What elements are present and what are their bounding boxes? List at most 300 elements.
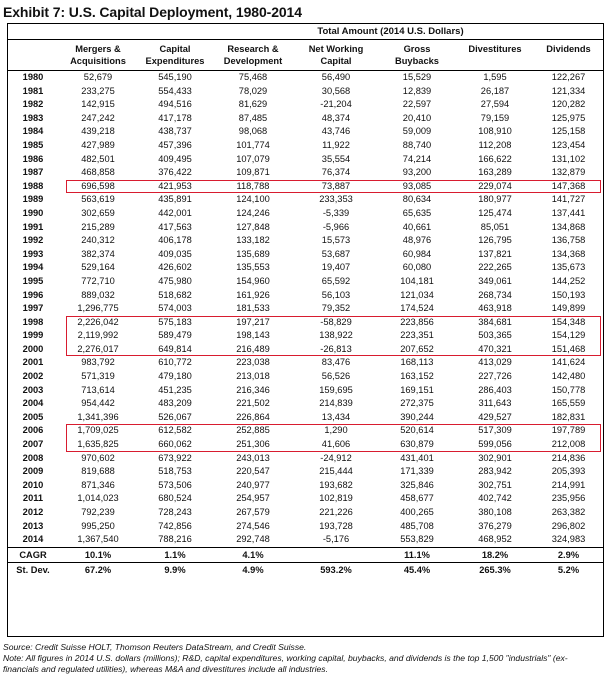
table-row: [8, 356, 603, 370]
value-cell: 409,495: [158, 153, 192, 164]
value-cell: 470,321: [478, 343, 512, 354]
data-table: [8, 71, 603, 577]
summary-value-cell: 5.2%: [534, 562, 603, 577]
value-cell: 222,265: [478, 262, 512, 273]
value-cell: 518,753: [158, 466, 192, 477]
year-cell: 2005: [22, 411, 44, 422]
value-cell: 214,839: [319, 398, 353, 409]
table-row: [8, 316, 603, 330]
summary-value-cell: 10.1%: [58, 547, 138, 562]
value-cell: 151,468: [551, 343, 586, 354]
table-row: [8, 207, 603, 221]
value-cell: 101,774: [236, 139, 270, 150]
year-cell: 2007: [22, 439, 44, 450]
year-cell: 2001: [22, 357, 44, 368]
value-cell: 214,836: [551, 452, 586, 463]
value-cell: 197,217: [236, 316, 270, 327]
value-cell: 431,401: [400, 452, 434, 463]
value-cell: 553,829: [400, 534, 434, 545]
value-cell: 150,193: [551, 289, 586, 300]
value-cell: 302,659: [81, 207, 115, 218]
year-cell: 1980: [22, 72, 44, 82]
year-cell: 2002: [22, 371, 44, 382]
value-cell: 123,454: [551, 139, 586, 150]
year-cell: 2013: [22, 520, 44, 531]
value-cell: 216,489: [236, 343, 270, 354]
year-cell: 2014: [22, 534, 44, 545]
summary-value-cell: 4.9%: [212, 562, 294, 577]
summary-value-cell: 2.9%: [534, 547, 603, 562]
value-cell: 680,524: [158, 493, 192, 504]
value-cell: 380,108: [478, 507, 512, 517]
value-cell: 205,393: [551, 466, 586, 477]
value-cell: 494,516: [158, 99, 192, 110]
value-cell: 713,614: [81, 384, 115, 395]
table-row: [8, 166, 603, 180]
value-cell: 247,242: [81, 112, 115, 123]
summary-row: [8, 562, 603, 577]
value-cell: 107,079: [236, 153, 270, 164]
value-cell: 125,158: [551, 126, 586, 137]
summary-value-cell: 11.1%: [378, 547, 456, 562]
year-cell: 1995: [22, 275, 44, 286]
value-cell: 48,976: [402, 235, 432, 246]
value-cell: -58,829: [320, 316, 352, 327]
value-cell: 251,306: [236, 439, 270, 450]
column-header: Capital Expenditures: [145, 44, 205, 66]
value-cell: 1,595: [483, 72, 507, 82]
value-cell: 171,339: [400, 466, 434, 477]
table-row: [8, 98, 603, 112]
value-cell: 163,289: [478, 167, 512, 178]
table-row: [8, 533, 603, 547]
year-cell: 1984: [22, 126, 44, 137]
value-cell: 149,899: [551, 303, 586, 314]
value-cell: 384,681: [478, 316, 512, 327]
value-cell: 660,062: [158, 439, 192, 450]
year-cell: 1982: [22, 99, 44, 110]
table-row: [8, 343, 603, 357]
summary-value-cell: 18.2%: [456, 547, 534, 562]
value-cell: 554,433: [158, 85, 192, 96]
value-cell: 221,502: [236, 398, 270, 409]
value-cell: 252,885: [236, 425, 270, 436]
year-cell: 1997: [22, 303, 44, 314]
value-cell: 742,856: [158, 520, 192, 531]
value-cell: 135,553: [236, 262, 270, 273]
value-cell: 2,226,042: [77, 316, 119, 327]
value-cell: 154,129: [551, 330, 586, 341]
year-cell: 1987: [22, 167, 44, 178]
value-cell: 121,334: [551, 85, 586, 96]
value-cell: 40,661: [402, 221, 432, 232]
value-cell: 109,871: [236, 167, 270, 178]
value-cell: 235,956: [551, 493, 586, 504]
value-cell: 15,529: [402, 72, 432, 82]
value-cell: 215,289: [81, 221, 115, 232]
value-cell: 485,708: [400, 520, 434, 531]
value-cell: 216,346: [236, 384, 270, 395]
value-cell: 229,074: [478, 180, 512, 191]
value-cell: 147,368: [551, 180, 586, 191]
value-cell: 26,187: [480, 85, 510, 96]
value-cell: 79,352: [321, 303, 351, 314]
value-cell: 134,368: [551, 248, 586, 259]
value-cell: 772,710: [81, 275, 115, 286]
value-cell: 451,235: [158, 384, 192, 395]
value-cell: 457,396: [158, 139, 192, 150]
value-cell: 426,602: [158, 262, 192, 273]
value-cell: 220,547: [236, 466, 270, 477]
value-cell: 439,218: [81, 126, 115, 137]
value-cell: 302,751: [478, 479, 512, 490]
value-cell: 468,952: [478, 534, 512, 545]
year-cell: 1992: [22, 235, 44, 246]
value-cell: 995,250: [81, 520, 115, 531]
value-cell: 819,688: [81, 466, 115, 477]
value-cell: 630,879: [400, 439, 434, 450]
value-cell: 221,226: [319, 507, 353, 517]
value-cell: 56,103: [321, 289, 351, 300]
value-cell: 126,795: [478, 235, 512, 246]
value-cell: 11,922: [322, 139, 350, 150]
summary-value-cell: [294, 547, 378, 562]
value-cell: 571,319: [81, 371, 115, 382]
column-header: Dividends: [546, 44, 591, 54]
value-cell: 108,910: [478, 126, 512, 137]
value-cell: 1,635,825: [77, 439, 119, 450]
value-cell: 429,527: [478, 411, 512, 422]
year-cell: 2004: [22, 398, 44, 409]
value-cell: 254,957: [236, 493, 270, 504]
value-cell: 41,606: [321, 439, 351, 450]
value-cell: 93,085: [402, 180, 432, 191]
year-cell: 1996: [22, 289, 44, 300]
value-cell: 163,152: [400, 371, 434, 382]
value-cell: 125,474: [478, 207, 512, 218]
value-cell: 520,614: [400, 425, 434, 436]
capital-deployment-table: [7, 23, 604, 637]
value-cell: 1,290: [324, 425, 348, 436]
year-cell: 2009: [22, 466, 44, 477]
value-cell: 970,602: [81, 452, 115, 463]
value-cell: 463,918: [478, 303, 512, 314]
value-cell: 207,652: [400, 343, 434, 354]
column-header: Net Working Capital: [308, 44, 364, 66]
column-header: Mergers & Acquisitions: [70, 44, 126, 66]
value-cell: 98,068: [238, 126, 268, 137]
year-cell: 2010: [22, 479, 44, 490]
table-row: [8, 221, 603, 235]
value-cell: 376,422: [158, 167, 192, 178]
value-cell: 15,573: [321, 235, 351, 246]
value-cell: 141,624: [551, 357, 586, 368]
value-cell: 243,013: [236, 452, 270, 463]
value-cell: 27,594: [480, 99, 510, 110]
value-cell: 1,709,025: [77, 425, 119, 436]
value-cell: 112,208: [478, 139, 512, 150]
year-cell: 2011: [22, 493, 44, 504]
year-cell: 1981: [22, 85, 44, 96]
value-cell: 22,597: [402, 99, 432, 110]
value-cell: 125,975: [551, 112, 586, 123]
value-cell: 215,444: [319, 466, 353, 477]
table-row: [8, 153, 603, 167]
value-cell: -5,966: [322, 221, 350, 232]
value-cell: 88,740: [402, 139, 432, 150]
value-cell: 78,029: [238, 85, 268, 96]
value-cell: 233,275: [81, 85, 115, 96]
value-cell: 30,568: [321, 85, 351, 96]
year-cell: 1986: [22, 153, 44, 164]
value-cell: 649,814: [158, 343, 192, 354]
table-row: [8, 112, 603, 126]
year-cell: 1991: [22, 221, 44, 232]
value-cell: 573,506: [158, 479, 192, 490]
footnotes: [3, 642, 603, 675]
table-row: [8, 506, 603, 520]
value-cell: 438,737: [158, 126, 192, 137]
value-cell: 400,265: [400, 507, 434, 517]
value-cell: 223,856: [400, 316, 434, 327]
value-cell: 233,353: [319, 194, 353, 205]
value-cell: 599,056: [478, 439, 512, 450]
value-cell: 141,727: [551, 194, 586, 205]
value-cell: 193,728: [319, 520, 353, 531]
summary-value-cell: 1.1%: [138, 547, 212, 562]
summary-label: CAGR: [8, 547, 58, 562]
value-cell: 223,351: [400, 330, 434, 341]
value-cell: 417,178: [158, 112, 192, 123]
value-cell: 131,102: [551, 153, 586, 164]
summary-value-cell: 593.2%: [294, 562, 378, 577]
value-cell: 73,887: [321, 180, 351, 191]
value-cell: 135,689: [236, 248, 270, 259]
value-cell: 168,113: [400, 357, 434, 368]
value-cell: 121,034: [400, 289, 434, 300]
table-row: [8, 520, 603, 534]
value-cell: 409,035: [158, 248, 192, 259]
value-cell: 479,180: [158, 371, 192, 382]
value-cell: 193,682: [319, 479, 353, 490]
value-cell: 127,848: [236, 221, 270, 232]
value-cell: 124,100: [236, 194, 270, 205]
year-cell: 1999: [22, 330, 44, 341]
table-row: [8, 492, 603, 506]
value-cell: 20,410: [402, 112, 432, 123]
value-cell: 673,922: [158, 452, 192, 463]
value-cell: 272,375: [400, 398, 434, 409]
value-cell: 421,953: [158, 180, 192, 191]
value-cell: 954,442: [81, 398, 115, 409]
value-cell: 413,029: [478, 357, 512, 368]
exhibit-title: Exhibit 7: U.S. Capital Deployment, 1980-2014: [3, 4, 302, 20]
value-cell: 213,018: [236, 371, 270, 382]
header-total-amount: [8, 24, 603, 40]
value-cell: 150,778: [551, 384, 586, 395]
year-cell: 2006: [22, 425, 44, 436]
summary-value-cell: 9.9%: [138, 562, 212, 577]
value-cell: 227,726: [478, 371, 512, 382]
value-cell: 104,181: [400, 275, 434, 286]
value-cell: 2,119,992: [77, 330, 119, 341]
value-cell: 2,276,017: [77, 343, 119, 354]
summary-row: [8, 547, 603, 562]
value-cell: 468,858: [81, 167, 115, 178]
value-cell: 390,244: [400, 411, 434, 422]
table-grid: [8, 24, 603, 577]
value-cell: 35,554: [321, 153, 351, 164]
value-cell: 197,789: [551, 425, 586, 436]
table-row: [8, 125, 603, 139]
value-cell: 589,479: [158, 330, 192, 341]
value-cell: 118,788: [236, 180, 270, 191]
table-row: [8, 384, 603, 398]
value-cell: 60,080: [402, 262, 432, 273]
value-cell: 376,279: [478, 520, 512, 531]
table-row: [8, 479, 603, 493]
column-header: Divestitures: [468, 44, 522, 54]
value-cell: 79,159: [480, 112, 510, 123]
value-cell: 136,758: [551, 235, 586, 246]
value-cell: 154,348: [551, 316, 586, 327]
value-cell: -24,912: [320, 452, 352, 463]
value-cell: 788,216: [158, 534, 192, 545]
value-cell: 144,252: [551, 275, 586, 286]
table-row: [8, 248, 603, 262]
value-cell: 292,748: [236, 534, 270, 545]
value-cell: 458,677: [400, 493, 434, 504]
value-cell: -26,813: [320, 343, 352, 354]
value-cell: 518,682: [158, 289, 192, 300]
column-headers: [8, 40, 603, 71]
value-cell: 74,214: [402, 153, 432, 164]
value-cell: 180,977: [478, 194, 512, 205]
value-cell: -21,204: [320, 99, 352, 110]
table-row: [8, 452, 603, 466]
header-total-label: Total Amount (2014 U.S. Dollars): [317, 26, 464, 37]
value-cell: 311,643: [478, 398, 512, 409]
table-row: [8, 329, 603, 343]
value-cell: 792,239: [81, 507, 115, 517]
value-cell: 87,485: [238, 112, 268, 123]
value-cell: 296,802: [551, 520, 586, 531]
summary-value-cell: 4.1%: [212, 547, 294, 562]
value-cell: 124,246: [236, 207, 270, 218]
value-cell: 56,526: [321, 371, 351, 382]
value-cell: 563,619: [81, 194, 115, 205]
value-cell: 12,839: [402, 85, 432, 96]
value-cell: 517,309: [478, 425, 512, 436]
value-cell: 56,490: [321, 72, 351, 82]
methodology-note: Note: All figures in 2014 U.S. dollars (millions); R&D, capital expenditures, working capital, buybacks, and dividends is the top 1,500 "industrials" (ex-financials and regulated utilities), whereas M&A and divestitures include all industries.: [3, 653, 568, 674]
value-cell: 212,008: [551, 439, 586, 450]
table-row: [8, 370, 603, 384]
value-cell: 283,942: [478, 466, 512, 477]
value-cell: 165,559: [551, 398, 586, 409]
value-cell: 402,742: [478, 493, 512, 504]
value-cell: 137,821: [478, 248, 512, 259]
value-cell: 43,746: [321, 126, 351, 137]
value-cell: 154,960: [236, 275, 270, 286]
value-cell: 169,151: [400, 384, 434, 395]
year-cell: 1989: [22, 194, 44, 205]
value-cell: 610,772: [158, 357, 192, 368]
value-cell: 142,915: [81, 99, 115, 110]
value-cell: 325,846: [400, 479, 434, 490]
value-cell: 159,695: [319, 384, 353, 395]
value-cell: 240,312: [81, 235, 115, 246]
value-cell: 324,983: [551, 534, 586, 545]
table-row: [8, 289, 603, 303]
year-cell: 1985: [22, 139, 44, 150]
value-cell: 728,243: [158, 507, 192, 517]
year-cell: 2008: [22, 452, 44, 463]
value-cell: 382,374: [81, 248, 115, 259]
value-cell: 526,067: [158, 411, 192, 422]
value-cell: 138,922: [319, 330, 353, 341]
value-cell: 240,977: [236, 479, 270, 490]
value-cell: 442,001: [158, 207, 192, 218]
year-cell: 2003: [22, 384, 44, 395]
column-header: Gross Buybacks: [395, 44, 439, 66]
value-cell: 214,991: [551, 479, 586, 490]
value-cell: 268,734: [478, 289, 512, 300]
value-cell: 59,009: [402, 126, 432, 137]
value-cell: 696,598: [81, 180, 115, 191]
value-cell: 137,441: [551, 207, 586, 218]
summary-label: St. Dev.: [8, 562, 58, 577]
value-cell: 889,032: [81, 289, 115, 300]
value-cell: 1,014,023: [77, 493, 119, 504]
value-cell: 406,178: [158, 235, 192, 246]
year-cell: 1988: [22, 180, 44, 191]
value-cell: 302,901: [478, 452, 512, 463]
year-cell: 1998: [22, 316, 44, 327]
value-cell: 427,989: [81, 139, 115, 150]
value-cell: 83,476: [321, 357, 351, 368]
table-row: [8, 411, 603, 425]
value-cell: 198,143: [236, 330, 270, 341]
year-cell: 1983: [22, 112, 44, 123]
value-cell: 1,296,775: [77, 303, 119, 314]
value-cell: 871,346: [81, 479, 115, 490]
value-cell: 983,792: [81, 357, 115, 368]
value-cell: 134,868: [551, 221, 586, 232]
year-cell: 1994: [22, 262, 44, 273]
value-cell: 65,592: [321, 275, 351, 286]
value-cell: 545,190: [158, 72, 192, 82]
value-cell: 48,374: [321, 112, 351, 123]
table-row: [8, 302, 603, 316]
year-cell: 2012: [22, 507, 44, 517]
value-cell: 483,209: [158, 398, 192, 409]
value-cell: 274,546: [236, 520, 270, 531]
value-cell: 267,579: [236, 507, 270, 517]
value-cell: 349,061: [478, 275, 512, 286]
value-cell: 174,524: [400, 303, 434, 314]
value-cell: 65,635: [402, 207, 432, 218]
value-cell: 122,267: [551, 72, 586, 82]
value-cell: 612,582: [158, 425, 192, 436]
value-cell: 475,980: [158, 275, 192, 286]
value-cell: 482,501: [81, 153, 115, 164]
table-row: [8, 275, 603, 289]
value-cell: 435,891: [158, 194, 192, 205]
value-cell: 76,374: [321, 167, 351, 178]
table-row: [8, 193, 603, 207]
value-cell: 529,164: [81, 262, 115, 273]
